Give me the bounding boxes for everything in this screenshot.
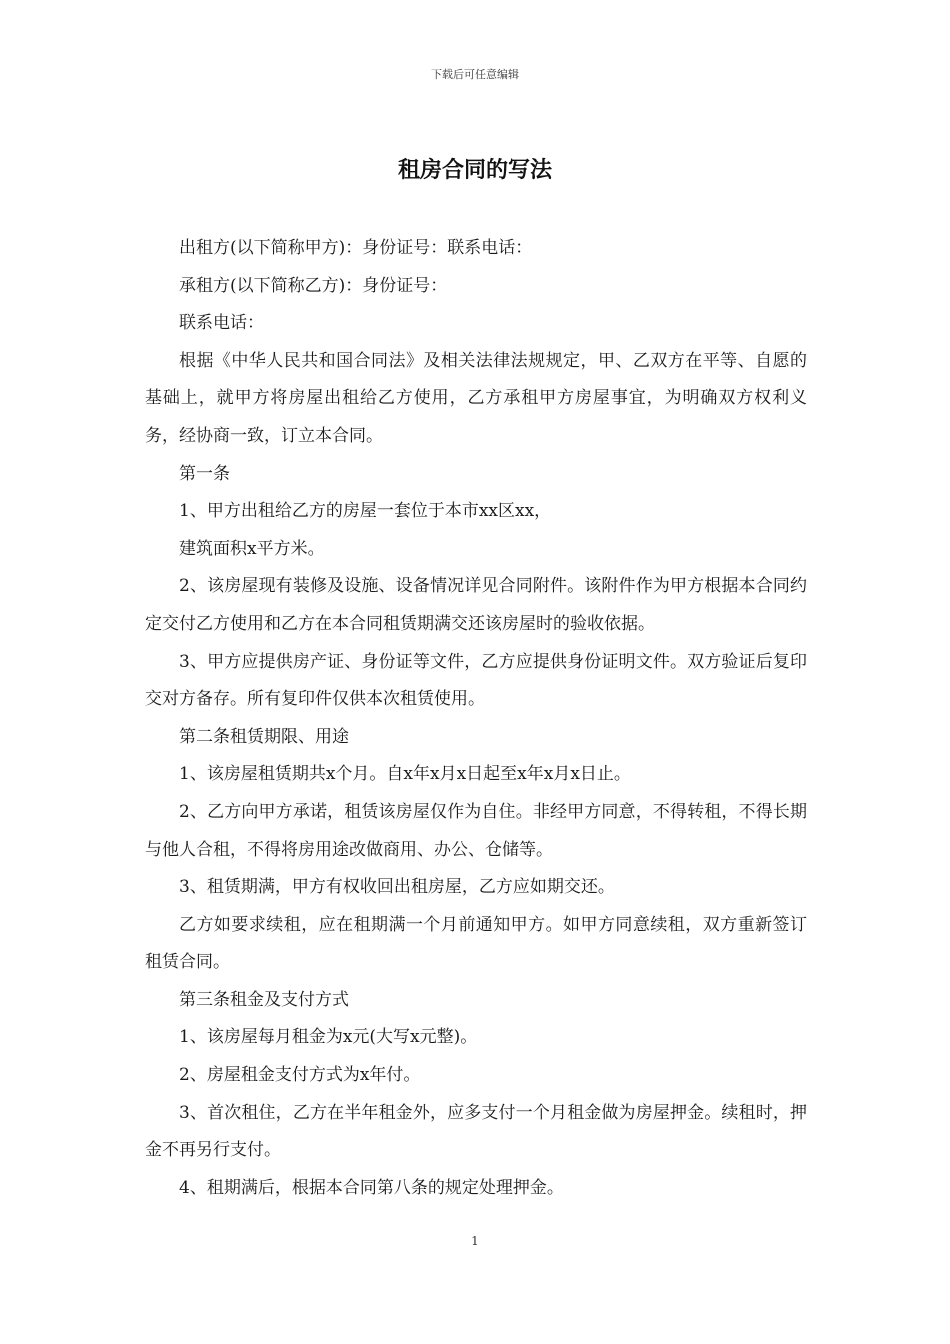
clause-3-4: 4、租期满后，根据本合同第八条的规定处理押金。: [179, 1177, 564, 1198]
clause-3-1: 1、该房屋每月租金为x元(大写x元整)。: [179, 1027, 478, 1048]
clause-1-1: 1、甲方出租给乙方的房屋一套位于本市xx区xx，: [179, 501, 552, 522]
paragraph-lessee-phone: 联系电话：: [179, 313, 264, 334]
clause-2-3: 3、租赁期满，甲方有权收回出租房屋，乙方应如期交还。: [179, 877, 615, 898]
clause-2-renewal: 乙方如要求续租，应在租期满一个月前通知甲方。如甲方同意续租，双方重新签订租赁合同。: [145, 914, 807, 973]
paragraph-preamble: 根据《中华人民共和国合同法》及相关法律法规规定，甲、乙双方在平等、自愿的基础上，就甲方将房屋出租给乙方使用，乙方承租甲方房屋事宜，为明确双方权利义务，经协商一致，订立本合同。: [145, 350, 807, 446]
section-heading-3: 第三条租金及支付方式: [179, 989, 349, 1010]
paragraph-lessee: 承租方(以下简称乙方)：身份证号：: [179, 275, 448, 296]
document-title: 租房合同的写法: [397, 157, 552, 183]
clause-2-1: 1、该房屋租赁期共x个月。自x年x月x日起至x年x月x日止。: [179, 764, 631, 785]
document-body: [145, 230, 807, 1207]
section-heading-1: 第一条: [179, 463, 230, 484]
clause-3-2: 2、房屋租金支付方式为x年付。: [179, 1065, 421, 1086]
clause-1-3: 3、甲方应提供房产证、身份证等文件，乙方应提供身份证明文件。双方验证后复印交对方备存。所有复印件仅供本次租赁使用。: [145, 651, 807, 710]
page-number: 1: [471, 1234, 479, 1248]
paragraph-lessor: 出租方(以下简称甲方)：身份证号：联系电话：: [179, 238, 533, 258]
clause-1-2: 2、该房屋现有装修及设施、设备情况详见合同附件。该附件作为甲方根据本合同约定交付乙方使用和乙方在本合同租赁期满交还该房屋时的验收依据。: [145, 576, 807, 634]
clause-2-2: 2、乙方向甲方承诺，租赁该房屋仅作为自住。非经甲方同意，不得转租，不得长期与他人合租，不得将房用途改做商用、办公、仓储等。: [145, 801, 807, 860]
clause-3-3: 3、首次租住，乙方在半年租金外，应多支付一个月租金做为房屋押金。续租时，押金不再另行支付。: [145, 1102, 807, 1161]
section-heading-2: 第二条租赁期限、用途: [179, 726, 349, 747]
clause-1-1-area: 建筑面积x平方米。: [179, 538, 325, 559]
header-note: 下载后可任意编辑: [431, 68, 519, 81]
